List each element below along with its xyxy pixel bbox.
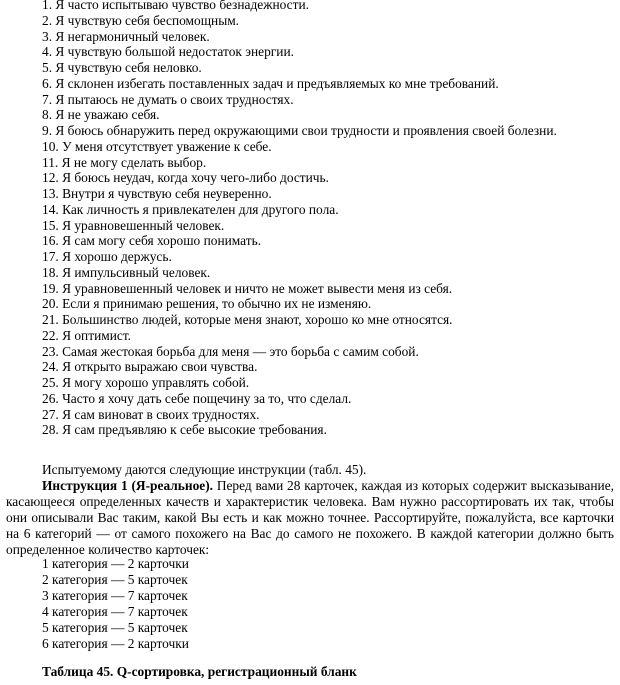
list-item: 13. Внутри я чувствую себя неуверенно. xyxy=(42,186,272,201)
list-item: 27. Я сам виноват в своих трудностях. xyxy=(42,406,260,422)
list-item: 4. Я чувствую большой недостаток энергии. xyxy=(42,44,294,60)
list-item: 14. Как личность я привлекателен для другого пола. xyxy=(42,201,339,217)
table-caption: Таблица 45. Q-сортировка, регистрационный бланк xyxy=(42,664,357,679)
list-item: 6. Я склонен избегать поставленных задач и предъявляемых ко мне требований. xyxy=(42,75,499,91)
list-item: 10. У меня отсутствует уважение к себе. xyxy=(42,138,272,154)
statement-list xyxy=(42,0,612,438)
list-item: 24. Я открыто выражаю свои чувства. xyxy=(42,359,258,375)
list-item: 22. Я оптимист. xyxy=(42,327,132,343)
list-item: 8. Я не уважаю себя. xyxy=(42,107,160,123)
list-item: 15. Я уравновешенный человек. xyxy=(42,217,225,233)
instruction-paragraph xyxy=(6,478,614,558)
list-item: 1 категория — 2 карточки xyxy=(42,556,189,571)
list-item: 5 категория — 5 карточек xyxy=(42,620,188,635)
list-item: 18. Я импульсивный человек. xyxy=(42,264,211,280)
intro-paragraph: Испытуемому даются следующие инструкции (табл. 45). xyxy=(42,462,367,477)
list-item: 26. Часто я хочу дать себе пощечину за то, что сделал. xyxy=(42,390,352,406)
list-item: 25. Я могу хорошо управлять собой. xyxy=(42,375,250,390)
list-item: 20. Если я принимаю решения, то обычно их не изменяю. xyxy=(42,296,372,312)
list-item: 5. Я чувствую себя неловко. xyxy=(42,60,202,75)
list-item: 12. Я боюсь неудач, когда хочу чего-либо достичь. xyxy=(42,170,329,186)
list-item: 11. Я не могу сделать выбор. xyxy=(42,154,207,170)
list-item: 17. Я хорошо держусь. xyxy=(42,249,172,264)
list-item: 28. Я сам предъявляю к себе высокие требования. xyxy=(42,422,327,438)
list-item: 16. Я сам могу себя хорошо понимать. xyxy=(42,233,262,249)
list-item: 21. Большинство людей, которые меня знают, хорошо ко мне относятся. xyxy=(42,312,453,327)
list-item: 3 категория — 7 карточек xyxy=(42,588,188,603)
list-item: 9. Я боюсь обнаружить перед окружающими свои трудности и проявления своей болезни. xyxy=(42,123,557,138)
instruction-body: Перед вами 28 карточек, каждая из которых содержит высказывание, касающееся определенных качеств и характеристик человека. Вам нужно рассортировать их так, чтобы они описывали Вас таким, какой Вы есть и как можно точнее. Рассортируйте, пожалуйста, все карточки на 6 категорий — от самого похожего на Вас до самого не похожего. В каждой категории должно быть определенное количество карточек: xyxy=(6,478,614,557)
instruction-heading: Инструкция 1 (Я-реальное). xyxy=(42,478,214,493)
list-item: 1. Я часто испытываю чувство безнадежности. xyxy=(42,0,309,12)
list-item: 6 категория — 2 карточки xyxy=(42,636,189,651)
list-item: 2. Я чувствую себя беспомощным. xyxy=(42,12,240,28)
list-item: 2 категория — 5 карточек xyxy=(42,572,188,587)
category-list xyxy=(42,556,189,652)
list-item: 23. Самая жестокая борьба для меня — это борьба с самим собой. xyxy=(42,343,419,359)
list-item: 4 категория — 7 карточек xyxy=(42,604,188,619)
list-item: 19. Я уравновешенный человек и ничто не может вывести меня из себя. xyxy=(42,280,453,296)
list-item: 3. Я негармоничный человек. xyxy=(42,28,210,44)
list-item: 7. Я пытаюсь не думать о своих трудностях. xyxy=(42,91,294,107)
